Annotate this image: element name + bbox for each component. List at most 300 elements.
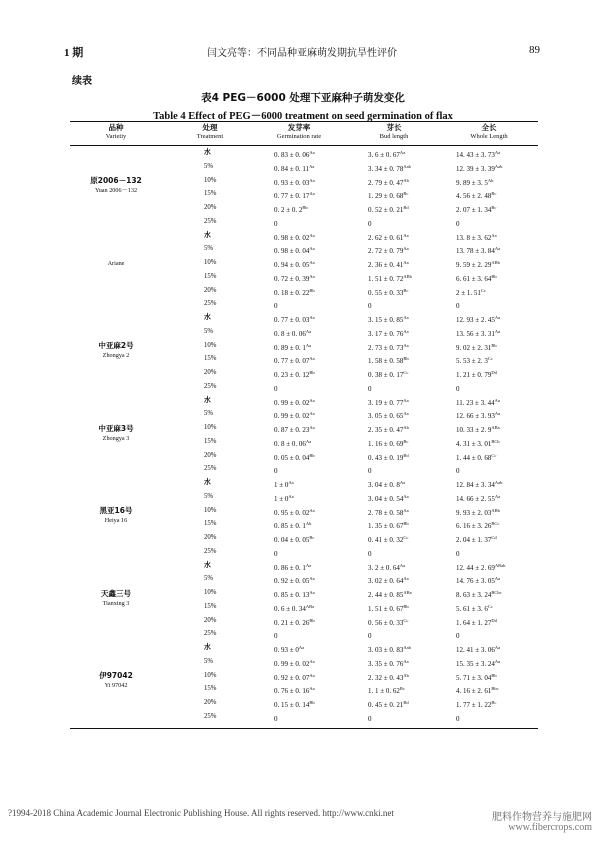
treatment-cell <box>204 464 216 473</box>
whole-length-cell <box>456 588 502 600</box>
germination-cell <box>274 396 315 408</box>
germination-cell <box>274 506 315 518</box>
bud-length-cell <box>368 464 372 476</box>
bud-length-cell <box>368 492 409 504</box>
significance-letter: ABb <box>403 273 412 279</box>
bud-length-cell <box>368 616 408 628</box>
germination-cell-value: 0 <box>274 384 278 393</box>
germination-cell-value: 0. 05 ± 0. 04 <box>274 453 310 462</box>
whole-length-cell <box>456 231 497 243</box>
germination-cell <box>274 464 278 476</box>
whole-length-cell-value: 12. 44 ± 2. 69 <box>456 563 495 572</box>
significance-letter: ABb <box>491 507 500 513</box>
germination-cell <box>274 148 315 160</box>
significance-letter: ABa <box>403 590 412 595</box>
significance-letter: Aa <box>309 232 315 238</box>
bud-length-cell-value: 2. 73 ± 0. 73 <box>368 343 404 352</box>
bud-length-cell <box>368 396 409 408</box>
whole-length-cell <box>456 396 500 408</box>
issue-number: 1 期 <box>64 47 84 59</box>
bud-length-cell <box>368 684 405 696</box>
germination-cell-value: 0. 92 ± 0. 05 <box>274 577 310 586</box>
significance-letter: Bb <box>309 617 315 623</box>
bud-length-cell <box>368 162 411 174</box>
whole-length-cell <box>456 176 493 188</box>
significance-letter: Aa <box>309 150 315 155</box>
germination-cell-value: 0. 85 ± 0. 13 <box>274 591 310 599</box>
germination-cell <box>274 602 314 614</box>
table-caption-cn: 表4 PEG－6000 处理下亚麻种子萌发变化 <box>201 92 405 104</box>
treatment-cell-value: 25% <box>204 630 217 638</box>
germination-cell <box>274 313 315 325</box>
whole-length-cell-value: 14. 43 ± 3. 73 <box>456 151 495 159</box>
col-header-variety: 品种 Varietiy <box>105 123 127 140</box>
bud-length-cell-value: 1. 35 ± 0. 67 <box>368 522 404 531</box>
treatment-cell <box>204 451 216 460</box>
whole-length-cell <box>456 382 460 394</box>
variety-name-en: Zhongya 3 <box>102 434 130 442</box>
variety-name-en: Heiya 16 <box>104 517 128 525</box>
treatment-cell <box>204 423 216 432</box>
germination-cell-value: 0 <box>274 549 278 558</box>
significance-letter: Aa <box>309 576 315 582</box>
col-header-whole-length: 全长 Whole Length <box>470 123 508 140</box>
bud-length-cell <box>368 561 405 573</box>
treatment-cell-value: 10% <box>204 589 217 596</box>
germination-cell-value: 0. 89 ± 0. 1 <box>274 343 306 352</box>
bud-length-cell-value: 3. 03 ± 0. 83 <box>368 646 404 654</box>
treatment-cell-value: 15% <box>204 272 217 280</box>
significance-letter: Aa <box>288 480 294 485</box>
treatment-cell-value: 25% <box>204 547 217 555</box>
significance-letter: Aa <box>309 411 315 417</box>
whole-length-cell <box>456 698 496 710</box>
treatment-cell-value: 10% <box>204 506 217 514</box>
whole-length-cell <box>456 451 496 463</box>
bud-length-cell <box>368 313 409 325</box>
significance-letter: Ab <box>487 177 494 183</box>
treatment-cell-value: 水 <box>204 230 211 239</box>
whole-length-cell <box>456 684 499 696</box>
germination-cell <box>274 643 304 655</box>
significance-letter: Aa <box>309 273 315 279</box>
bud-length-cell <box>368 671 409 683</box>
significance-letter: Aa <box>403 232 409 238</box>
treatment-cell <box>204 533 216 542</box>
significance-letter: Aa <box>305 342 312 348</box>
significance-letter: Cc <box>480 287 486 293</box>
significance-letter: Aa <box>399 480 406 485</box>
treatment-cell <box>204 409 213 418</box>
whole-length-cell-value: 9. 59 ± 2. 29 <box>456 261 492 269</box>
whole-length-cell <box>456 244 500 256</box>
whole-length-cell <box>456 574 500 586</box>
significance-letter: Aa <box>403 342 409 348</box>
treatment-cell-value: 水 <box>204 643 211 651</box>
treatment-cell <box>204 189 216 198</box>
significance-letter: Bb <box>302 205 308 210</box>
significance-letter: Cc <box>403 617 409 623</box>
significance-letter: Bb <box>491 273 497 279</box>
germination-cell-value: 0. 21 ± 0. 26 <box>274 618 310 627</box>
germination-cell-value: 0. 15 ± 0. 14 <box>274 701 310 709</box>
watermark-url: www.fibercrops.com <box>508 822 592 833</box>
variety-label <box>70 341 162 361</box>
treatment-cell <box>204 244 213 253</box>
treatment-cell <box>204 561 211 570</box>
bud-length-cell-value: 0 <box>368 219 372 228</box>
treatment-cell <box>204 217 216 226</box>
significance-letter: Aa <box>309 356 315 362</box>
treatment-cell <box>204 478 211 487</box>
germination-cell <box>274 382 278 394</box>
whole-length-cell <box>456 341 497 353</box>
germination-cell <box>274 492 294 504</box>
significance-letter: Aab <box>403 163 411 169</box>
treatment-cell <box>204 258 216 267</box>
bud-length-cell <box>368 217 372 229</box>
bud-length-cell <box>368 657 409 669</box>
bud-length-cell-value: 0 <box>368 384 372 393</box>
bud-length-cell-value: 3. 05 ± 0. 65 <box>368 412 404 421</box>
bud-length-cell-value: 3. 2 ± 0. 64 <box>368 563 400 572</box>
significance-letter: ABa <box>491 425 500 430</box>
bud-length-cell-value: 0 <box>368 632 372 641</box>
germination-cell <box>274 409 315 421</box>
treatment-cell <box>204 657 213 666</box>
bud-length-cell-value: 3. 19 ± 0. 77 <box>368 398 404 407</box>
treatment-cell-value: 25% <box>204 382 217 390</box>
significance-letter: Ab <box>403 672 409 678</box>
whole-length-cell-value: 2. 07 ± 1. 34 <box>456 206 492 214</box>
significance-letter: Cc <box>403 370 409 375</box>
bud-length-cell-value: 2. 36 ± 0. 41 <box>368 261 404 269</box>
col-header-germination-rate: 发芽率 Germination rate <box>276 123 322 140</box>
germination-cell-value: 0 <box>274 219 278 228</box>
significance-letter: Aa <box>309 191 315 197</box>
germination-cell <box>274 437 311 449</box>
whole-length-cell <box>456 203 496 215</box>
significance-letter: Aa <box>403 246 409 252</box>
treatment-cell-value: 水 <box>204 395 211 404</box>
whole-length-cell-value: 0 <box>456 714 460 723</box>
germination-cell-value: 0. 99 ± 0. 02 <box>274 412 310 421</box>
treatment-cell-value: 25% <box>204 465 217 473</box>
variety-name-en: Yi 97042 <box>104 682 128 690</box>
germination-cell-value: 0. 93 ± 0 <box>274 646 299 654</box>
significance-letter: Aa <box>309 177 315 183</box>
treatment-cell <box>204 671 216 680</box>
significance-letter: Bb <box>309 452 315 458</box>
whole-length-cell <box>456 506 500 518</box>
treatment-cell <box>204 231 211 240</box>
whole-length-cell <box>456 368 497 380</box>
bud-length-cell <box>368 258 409 270</box>
germination-cell-value: 0 <box>274 467 278 476</box>
significance-letter: Aa <box>403 328 409 334</box>
significance-letter: Cd <box>491 535 497 540</box>
whole-length-cell-value: 0 <box>456 632 460 641</box>
bud-length-cell <box>368 451 409 463</box>
germination-cell <box>274 588 315 600</box>
whole-length-cell <box>456 492 500 504</box>
treatment-cell-value: 水 <box>204 313 211 321</box>
significance-letter: Aa <box>305 328 312 334</box>
significance-letter: Bc <box>491 205 497 210</box>
whole-length-cell <box>456 189 496 201</box>
significance-letter: Bb <box>403 356 409 362</box>
whole-length-cell-value: 1. 44 ± 0. 68 <box>456 453 492 462</box>
germination-cell-value: 0. 99 ± 0. 02 <box>274 398 310 407</box>
significance-letter: Aa <box>288 493 294 499</box>
significance-letter: Aa <box>305 438 312 444</box>
germination-cell-value: 0. 98 ± 0. 04 <box>274 247 310 256</box>
germination-cell <box>274 217 278 229</box>
bud-length-cell <box>368 286 408 298</box>
germination-cell <box>274 616 315 628</box>
whole-length-cell-value: 12. 84 ± 3. 34 <box>456 481 495 489</box>
page-number: 89 <box>529 44 540 56</box>
significance-letter: Bc <box>491 191 497 197</box>
variety-name-cn: 中亚麻3号 <box>98 423 134 433</box>
treatment-cell <box>204 299 216 308</box>
whole-length-cell <box>456 671 497 683</box>
bud-length-cell <box>368 698 409 710</box>
germination-cell-value: 0. 84 ± 0. 11 <box>274 164 310 173</box>
treatment-cell-value: 15% <box>204 190 217 198</box>
whole-length-cell <box>456 258 500 270</box>
variety-name-cn: 黑亚16号 <box>99 506 133 516</box>
germination-cell <box>274 519 311 531</box>
treatment-cell-value: 25% <box>204 217 217 225</box>
treatment-cell <box>204 616 216 625</box>
germination-cell-value: 0. 99 ± 0. 02 <box>274 659 310 668</box>
significance-letter: Cc <box>491 452 497 458</box>
germination-cell <box>274 533 314 545</box>
germination-cell-value: 0. 87 ± 0. 23 <box>274 426 310 434</box>
running-title: 闫文亮等：不同品种亚麻萌发期抗旱性评价 <box>207 48 397 59</box>
whole-length-cell-value: 5. 53 ± 2. 3 <box>456 357 488 366</box>
germination-cell-value: 0. 8 ± 0. 06 <box>274 329 306 338</box>
significance-letter: Aa <box>494 645 501 650</box>
whole-length-cell-value: 9. 02 ± 2. 31 <box>456 343 492 352</box>
treatment-cell <box>204 203 216 212</box>
bud-length-cell <box>368 176 409 188</box>
significance-letter: Aa <box>309 590 315 595</box>
bud-length-cell <box>368 189 408 201</box>
treatment-cell-value: 20% <box>204 286 217 294</box>
treatment-cell-value: 10% <box>204 176 217 184</box>
significance-letter: Aa <box>298 645 305 650</box>
significance-letter: Ab <box>403 177 409 183</box>
germination-cell-value: 0. 85 ± 0. 1 <box>274 522 306 531</box>
significance-letter: Aa <box>309 686 315 692</box>
bud-length-cell-value: 0 <box>368 549 372 558</box>
bud-length-cell-value: 2. 62 ± 0. 61 <box>368 233 404 242</box>
germination-cell-value: 0. 98 ± 0. 02 <box>274 233 310 242</box>
whole-length-cell <box>456 547 460 559</box>
whole-length-cell-value: 0 <box>456 467 460 476</box>
whole-length-cell-value: 4. 31 ± 3. 01 <box>456 439 492 448</box>
variety-name-cn: 原2006－132 <box>90 176 142 186</box>
whole-length-cell-value: 10. 33 ± 2. 9 <box>456 426 492 434</box>
significance-letter: Bb <box>309 370 315 375</box>
bud-length-cell <box>368 506 409 518</box>
whole-length-cell-value: 8. 63 ± 3. 24 <box>456 591 492 599</box>
whole-length-cell <box>456 217 460 229</box>
bud-length-cell-value: 0. 52 ± 0. 21 <box>368 206 404 214</box>
bud-length-cell <box>368 643 411 655</box>
treatment-cell-value: 5% <box>204 492 214 500</box>
germination-cell <box>274 451 315 463</box>
germination-cell <box>274 231 315 243</box>
variety-name-cn: 中亚麻2号 <box>98 341 134 351</box>
bud-length-cell <box>368 629 372 641</box>
bud-length-cell <box>368 231 409 243</box>
significance-letter: ABab <box>494 562 506 568</box>
bud-length-cell-value: 1. 51 ± 0. 72 <box>368 274 404 283</box>
germination-cell-value: 0. 76 ± 0. 16 <box>274 687 310 696</box>
treatment-cell-value: 10% <box>204 424 217 431</box>
whole-length-cell <box>456 437 500 449</box>
germination-cell <box>274 547 278 559</box>
whole-length-cell-value: 0 <box>456 384 460 393</box>
bud-length-cell-value: 3. 04 ± 0. 54 <box>368 494 404 503</box>
germination-cell <box>274 162 314 174</box>
treatment-cell <box>204 327 213 336</box>
treatment-cell <box>204 643 211 652</box>
bud-length-cell-value: 2. 35 ± 0. 47 <box>368 426 404 434</box>
significance-letter: Aa <box>309 425 315 430</box>
bud-length-cell-value: 0. 41 ± 0. 32 <box>368 536 404 544</box>
treatment-cell <box>204 437 216 446</box>
treatment-cell-value: 20% <box>204 451 217 459</box>
treatment-cell-value: 5% <box>204 657 214 665</box>
germination-cell-value: 0. 77 ± 0. 17 <box>274 192 310 201</box>
treatment-cell-value: 15% <box>204 602 217 610</box>
germination-cell <box>274 657 315 669</box>
significance-letter: Bb <box>309 700 315 705</box>
treatment-cell <box>204 602 216 611</box>
significance-letter: Cc <box>403 535 409 540</box>
germination-cell <box>274 341 311 353</box>
significance-letter: Bb <box>491 342 497 348</box>
whole-length-cell-value: 2. 04 ± 1. 37 <box>456 536 492 544</box>
whole-length-cell <box>456 478 502 490</box>
bud-length-cell <box>368 478 405 490</box>
treatment-cell-value: 20% <box>204 616 217 624</box>
treatment-cell <box>204 382 216 391</box>
whole-length-cell <box>456 616 497 628</box>
significance-letter: Aa <box>309 672 315 678</box>
treatment-cell <box>204 698 216 707</box>
variety-label <box>70 671 162 691</box>
significance-letter: Aa <box>309 246 315 252</box>
significance-letter: Aa <box>491 232 497 238</box>
significance-letter: Aab <box>494 163 503 169</box>
significance-letter: Aa <box>309 163 315 169</box>
bud-length-cell-value: 3. 17 ± 0. 76 <box>368 329 404 338</box>
whole-length-cell <box>456 602 493 614</box>
germination-cell-value: 0. 23 ± 0. 12 <box>274 371 310 379</box>
significance-letter: Aa <box>403 576 409 582</box>
bud-length-cell <box>368 203 409 215</box>
bud-length-cell-value: 0 <box>368 467 372 476</box>
significance-letter: Bc <box>399 686 405 692</box>
significance-letter: Aab <box>403 645 411 650</box>
whole-length-cell-value: 13. 78 ± 3. 84 <box>456 247 495 256</box>
significance-letter: Aa <box>494 658 501 664</box>
bud-length-cell <box>368 602 409 614</box>
bud-length-cell <box>368 588 412 600</box>
germination-cell <box>274 354 315 366</box>
significance-letter: Bbc <box>491 686 499 692</box>
bud-length-cell-value: 0. 45 ± 0. 21 <box>368 701 404 709</box>
treatment-cell <box>204 148 211 157</box>
germination-cell <box>274 629 278 641</box>
significance-letter: Aa <box>494 397 500 403</box>
germination-cell-value: 0 <box>274 714 278 723</box>
bud-length-cell <box>368 437 408 449</box>
treatment-cell-value: 25% <box>204 300 217 308</box>
significance-letter: Aa <box>403 507 409 513</box>
germination-cell-value: 0. 04 ± 0. 05 <box>274 536 310 544</box>
treatment-cell <box>204 684 216 693</box>
bud-length-cell-value: 1. 51 ± 0. 67 <box>368 604 404 613</box>
treatment-cell-value: 20% <box>204 369 217 376</box>
significance-letter: Aa <box>403 260 409 265</box>
significance-letter: Aa <box>309 397 315 403</box>
significance-letter: Aab <box>494 480 503 485</box>
germination-cell-value: 1 ± 0 <box>274 494 289 503</box>
germination-cell-value: 1 ± 0 <box>274 481 289 489</box>
significance-letter: Ab <box>305 521 312 527</box>
germination-cell-value: 0. 72 ± 0. 39 <box>274 274 310 283</box>
bud-length-cell-value: 1. 29 ± 0. 68 <box>368 192 404 201</box>
treatment-cell <box>204 519 216 528</box>
significance-letter: Bc <box>309 535 315 540</box>
significance-letter: Aa <box>399 150 406 155</box>
bud-length-cell-value: 0 <box>368 302 372 311</box>
whole-length-cell-value: 11. 23 ± 3. 44 <box>456 398 495 407</box>
bud-length-cell <box>368 272 412 284</box>
whole-length-cell-value: 1. 64 ± 1. 27 <box>456 618 492 627</box>
germination-cell <box>274 327 311 339</box>
whole-length-cell <box>456 629 460 641</box>
bud-length-cell-value: 1. 16 ± 0. 69 <box>368 439 404 448</box>
treatment-cell <box>204 574 213 583</box>
germination-cell-value: 0. 18 ± 0. 22 <box>274 288 310 297</box>
bud-length-cell <box>368 409 409 421</box>
bud-length-cell <box>368 148 405 160</box>
treatment-cell <box>204 629 216 638</box>
germination-cell <box>274 244 315 256</box>
significance-letter: Aa <box>494 150 501 155</box>
whole-length-cell <box>456 313 500 325</box>
bud-length-cell <box>368 354 409 366</box>
significance-letter: Aa <box>309 658 315 664</box>
treatment-cell-value: 25% <box>204 712 217 720</box>
treatment-cell <box>204 368 216 377</box>
variety-label <box>70 589 162 609</box>
germination-cell-value: 0. 95 ± 0. 02 <box>274 508 310 517</box>
treatment-cell-value: 水 <box>204 478 211 486</box>
bud-length-cell <box>368 341 409 353</box>
significance-letter: BCc <box>491 521 500 527</box>
treatment-cell-value: 15% <box>204 437 217 445</box>
variety-name-en: Zhongya 2 <box>102 352 130 360</box>
treatment-cell-value: 5% <box>204 162 214 170</box>
